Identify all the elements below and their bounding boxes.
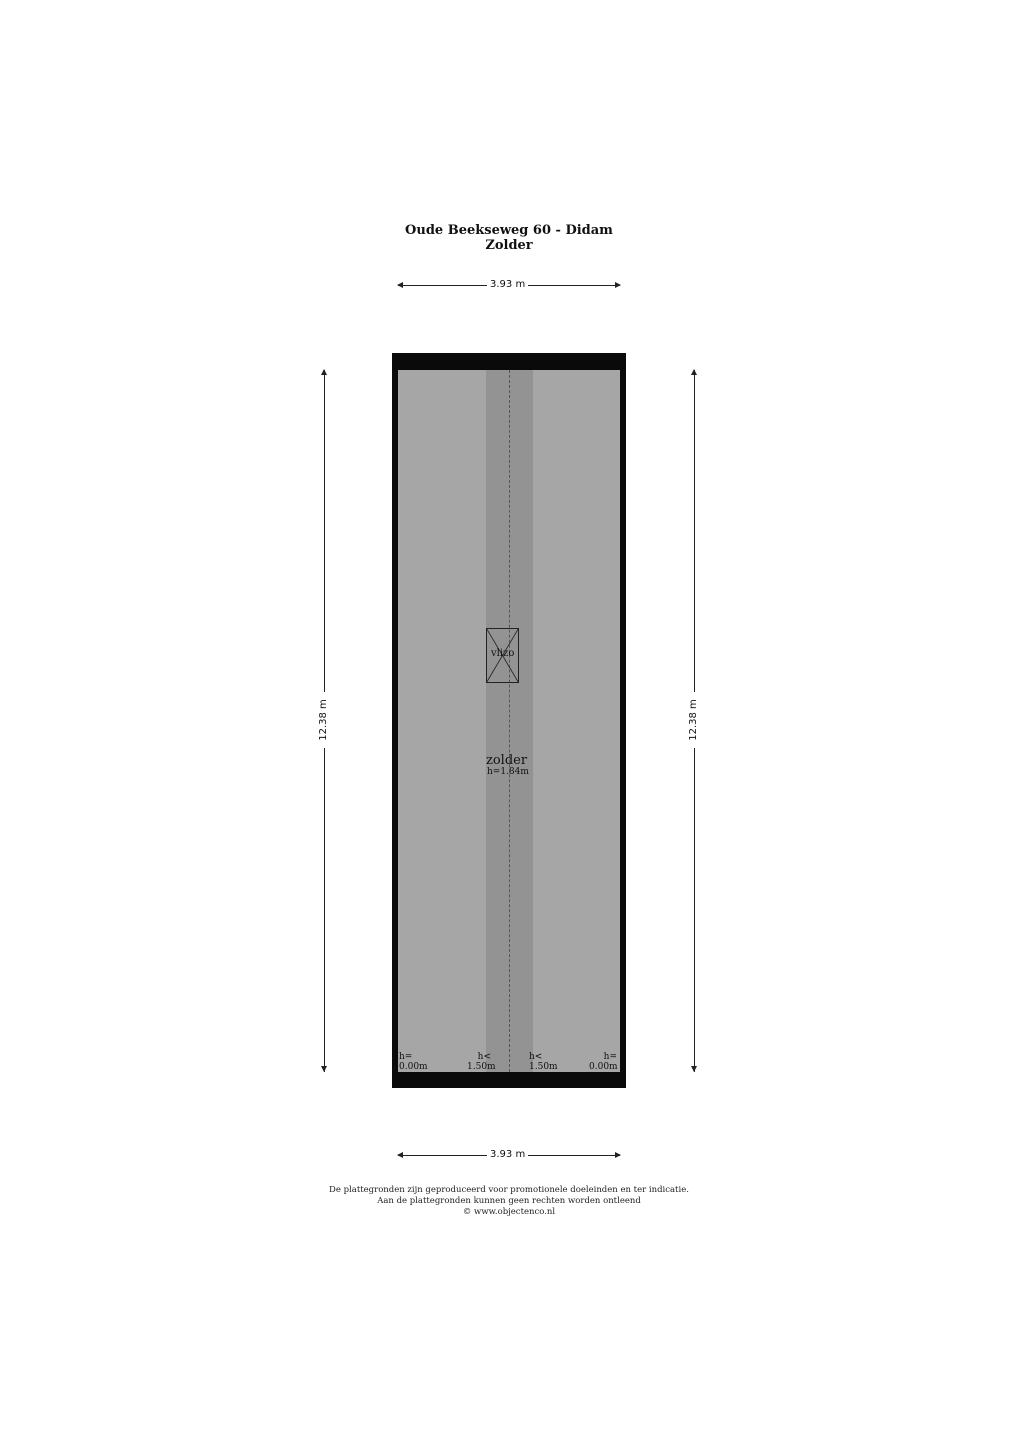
ridge-line [509, 370, 510, 1072]
floor-subtitle: Zolder [485, 238, 533, 253]
height-note-line: h< [529, 1052, 543, 1062]
room-name: zolder [486, 753, 528, 768]
height-note [589, 1052, 617, 1072]
height-note-line: 1.50m [529, 1062, 558, 1072]
arrow-right-icon [615, 1152, 621, 1158]
left-height-label: 12.38 m [315, 692, 333, 748]
height-note [529, 1052, 558, 1072]
room-height: h=1.84m [487, 767, 529, 777]
top-width-label: 3.93 m [487, 279, 528, 291]
disclaimer-line: Aan de plattegronden kunnen geen rechten worden ontleend [377, 1196, 641, 1206]
height-note-line: 1.50m [467, 1062, 496, 1072]
disclaimer [0, 1185, 1018, 1218]
page-title: Oude Beekseweg 60 - Didam [405, 223, 613, 238]
height-note-line: 0.00m [399, 1062, 428, 1072]
bottom-width-label: 3.93 m [487, 1149, 528, 1161]
hatch-label: vlizo [491, 648, 515, 659]
height-note [467, 1052, 496, 1072]
copyright-link[interactable]: © www.objectenco.nl [462, 1207, 556, 1217]
right-height-label: 12.38 m [685, 692, 703, 748]
arrow-up-icon [691, 369, 697, 375]
height-note-line: h= [399, 1052, 413, 1062]
arrow-down-icon [691, 1066, 697, 1072]
height-note-line: 0.00m [589, 1062, 618, 1072]
arrow-left-icon [397, 1152, 403, 1158]
arrow-left-icon [397, 282, 403, 288]
height-note [399, 1052, 428, 1072]
arrow-up-icon [321, 369, 327, 375]
height-note-line: h= [603, 1052, 617, 1062]
height-note-line: h< [477, 1052, 491, 1062]
arrow-right-icon [615, 282, 621, 288]
arrow-down-icon [321, 1066, 327, 1072]
disclaimer-line: De plattegronden zijn geproduceerd voor promotionele doeleinden en ter indicatie. [329, 1185, 689, 1195]
